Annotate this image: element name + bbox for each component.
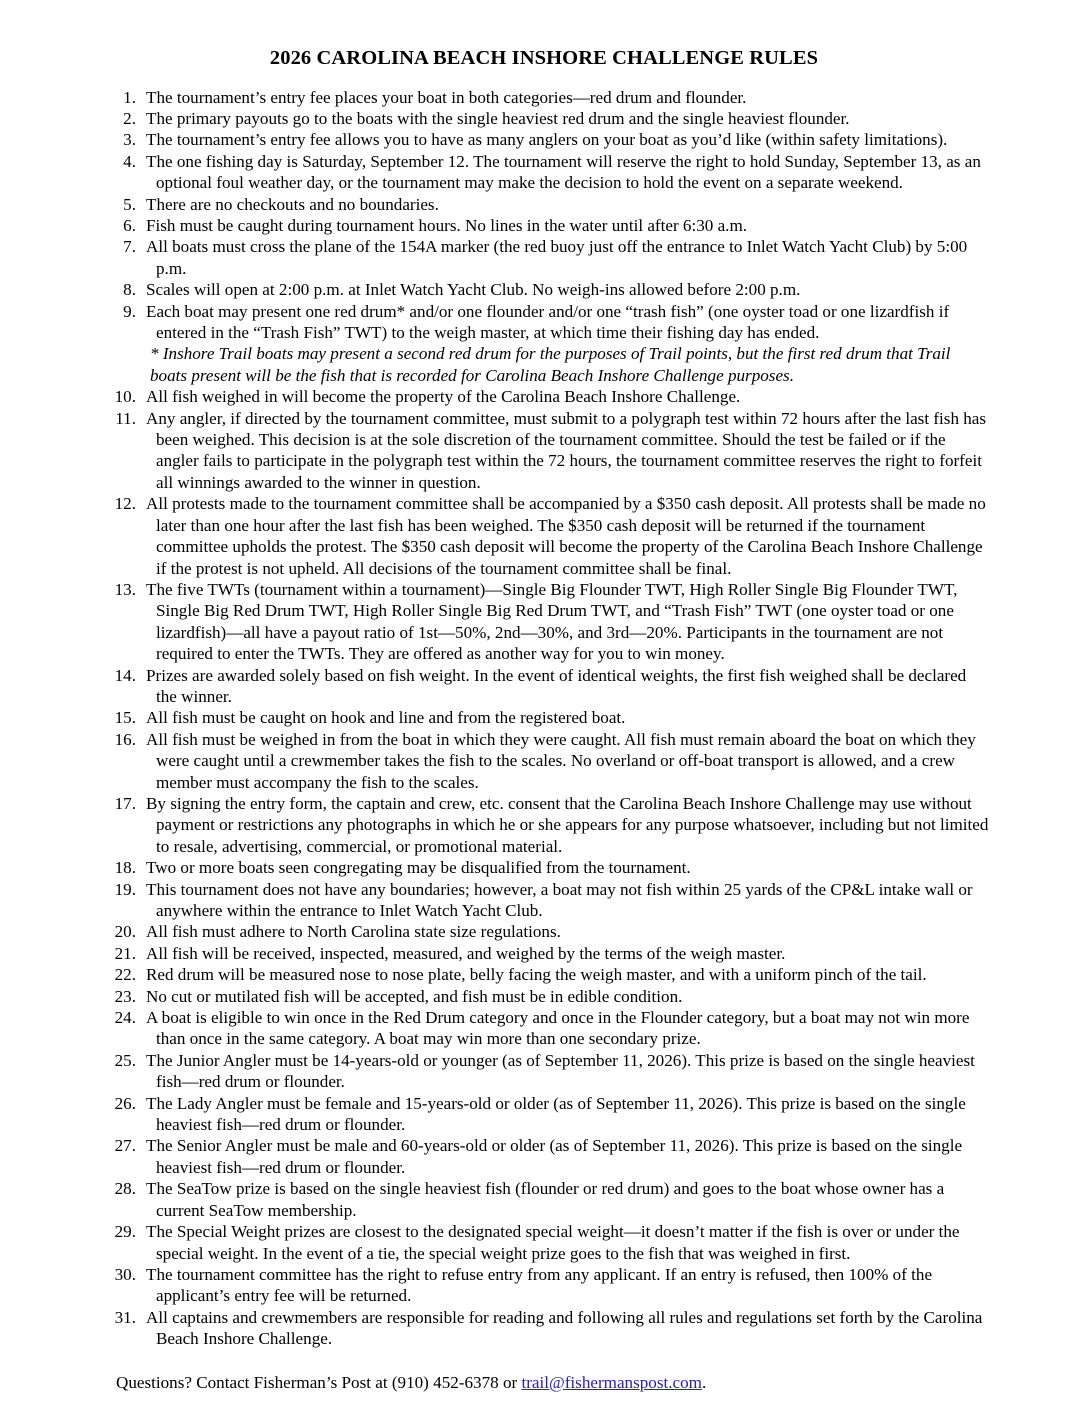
rule-item [98,194,1088,215]
rule-number: 30. [114,1264,136,1284]
rule-item [98,921,1088,942]
rule-text: No cut or mutilated fish will be accepted, and fish must be in edible condition. [146,986,683,1006]
rule-text: Each boat may present one red drum* and/or one flounder and/or one “trash fish” (one oyster toad or one lizardfish if entered in the “Trash Fish” TWT) to the weigh master, at which time their fishing day has ended. [146,301,950,343]
rule-item [98,665,1088,708]
rule-number: 20. [114,922,136,942]
rule-item [98,857,1088,878]
rule-item [98,579,1088,665]
rule-number: 1. [123,87,136,107]
rule-text: Prizes are awarded solely based on fish weight. In the event of identical weights, the first fish weighed shall be declared the winner. [146,665,967,706]
rule-text: The Senior Angler must be male and 60-years-old or older (as of September 11, 2026). This prize is based on the single heaviest fish—red drum or flounder. [146,1136,963,1177]
rule-number: 15. [114,708,136,728]
rule-number: 9. [123,301,136,321]
rule-number: 13. [114,579,136,599]
rule-item [98,215,1088,236]
rule-number: 24. [114,1008,136,1028]
rule-text: All fish weighed in will become the property of the Carolina Beach Inshore Challenge. [146,387,741,407]
rule-text: There are no checkouts and no boundaries. [146,194,439,214]
rule-number: 16. [114,729,136,749]
rule-text: Fish must be caught during tournament hours. No lines in the water until after 6:30 a.m. [146,216,748,235]
rule-text: This tournament does not have any boundaries; however, a boat may not fish within 25 yards of the CP&L intake wall or anywhere within the entrance to Inlet Watch Yacht Club. [146,879,973,920]
rule-item [98,1050,1088,1093]
rule-text: All fish must be caught on hook and line and from the registered boat. [146,708,626,728]
rule-item [98,1178,1088,1221]
footer-suffix-text: . [701,1372,707,1392]
rule-number: 27. [114,1136,136,1156]
rule-item [98,1093,1088,1136]
rule-number: 7. [123,237,136,257]
rule-number: 18. [114,858,136,878]
rule-text: The tournament committee has the right to refuse entry from any applicant. If an entry is refused, then 100% of the applicant’s entry fee will be returned. [146,1264,933,1306]
rule-number: 19. [114,879,136,899]
rule-item [98,279,1088,300]
rule-item [98,964,1088,985]
rule-number: 26. [114,1093,136,1113]
rule-number: 21. [114,943,136,963]
rule-text: All boats must cross the plane of the 154A marker (the red buoy just off the entrance to Inlet Watch Yacht Club) by 5:00 p.m. [146,237,968,278]
rule-number: 17. [114,793,136,813]
rule-item [98,1307,1088,1350]
rule-number: 11. [115,408,136,428]
rule-text: The Special Weight prizes are closest to the designated special weight—it doesn’t matter if the fish is over or under the special weight. In the event of a tie, the special weight prize goes to the fish that was weighed in first. [146,1222,960,1263]
rule-number: 4. [123,151,136,171]
page-title: 2026 CAROLINA BEACH INSHORE CHALLENGE RULES [269,47,819,69]
rule-text: The one fishing day is Saturday, September 12. The tournament will reserve the right to hold Sunday, September 13, as an optional foul weather day, or the tournament may make the decision to hold the event on a separate weekend. [146,151,981,193]
rule-item [98,236,1088,279]
rule-text: The five TWTs (tournament within a tournament)—Single Big Flounder TWT, High Roller Single Big Flounder TWT, Single Big Red Drum TWT, High Roller Single Big Red Drum TWT, and “Trash Fish” TWT (one oyster toad or one lizardfish)—all have a payout ratio of 1st—50%, 2nd—30%, and 3rd—20%. Participants in the tournament are not required to enter the TWTs. They are offered as another way for you to win money. [146,579,958,664]
rule-text: A boat is eligible to win once in the Red Drum category and once in the Flounder category, but a boat may not win more than once in the same category. A boat may win more than one secondary prize. [146,1008,970,1049]
rule-item [98,729,1088,793]
rule-item [98,129,1088,150]
rule-number: 22. [114,965,136,985]
rule-text: Two or more boats seen congregating may be disqualified from the tournament. [146,858,691,878]
rule-text: The tournament’s entry fee places your boat in both categories—red drum and flounder. [146,87,747,107]
rules-list [0,71,1088,1350]
rule-item [98,87,1088,108]
rule-footnote: * Inshore Trail boats may present a second red drum for the purposes of Trail points, but the first red drum that Trail boats present will be the fish that is recorded for Carolina Beach Inshore Challenge purposes. [150,344,951,385]
rule-number: 8. [123,280,136,300]
rule-number: 2. [123,108,136,128]
rule-number: 10. [114,387,136,407]
rule-text: The primary payouts go to the boats with the single heaviest red drum and the single heaviest flounder. [146,108,850,128]
rule-text: All fish will be received, inspected, measured, and weighed by the terms of the weigh master. [146,943,786,963]
rule-text: All captains and crewmembers are responsible for reading and following all rules and regulations set forth by the Carolina Beach Inshore Challenge. [146,1307,983,1349]
rule-item [98,707,1088,728]
rule-text: All protests made to the tournament committee shall be accompanied by a $350 cash deposit. All protests shall be made no later than one hour after the last fish has been weighed. The $350 cash deposit will be returned if the tournament committee upholds the protest. The $350 cash deposit will become the property of the Carolina Beach Inshore Challenge if the protest is not upheld. All decisions of the tournament committee shall be final. [146,494,986,578]
rule-item [98,1007,1088,1050]
rule-number: 6. [123,216,136,235]
rule-item [98,943,1088,964]
rule-item [98,108,1088,129]
rule-item [98,1135,1088,1178]
rule-text: By signing the entry form, the captain and crew, etc. consent that the Carolina Beach Inshore Challenge may use without payment or restrictions any photographs in which he or she appears for any purpose whatsoever, including but not limited to resale, advertising, commercial, or promotional material. [146,793,989,856]
rule-item [98,793,1088,857]
rule-item [98,1264,1088,1307]
rule-item [98,493,1088,579]
rule-item [98,1221,1088,1264]
rule-item [98,986,1088,1007]
footer-contact-line [98,1350,1088,1393]
rule-text: The Junior Angler must be 14-years-old or younger (as of September 11, 2026). This prize is based on the single heaviest fish—red drum or flounder. [146,1050,975,1092]
rule-number: 31. [114,1307,136,1327]
contact-email-link[interactable]: trail@fishermanspost.com [521,1372,702,1392]
rule-item [98,408,1088,494]
rule-text: The Lady Angler must be female and 15-years-old or older (as of September 11, 2026). This prize is based on the single heaviest fish—red drum or flounder. [146,1093,966,1135]
rule-number: 29. [114,1222,136,1242]
rule-number: 25. [114,1050,136,1070]
rule-text: Red drum will be measured nose to nose plate, belly facing the weigh master, and with a uniform pinch of the tail. [146,965,927,985]
rule-number: 28. [114,1179,136,1199]
rule-text: The tournament’s entry fee allows you to have as many anglers on your boat as you’d like (within safety limitations). [146,130,948,150]
rule-item [98,301,1088,387]
rule-number: 14. [114,665,136,685]
rule-item [98,879,1088,922]
footer-prefix-text: Questions? Contact Fisherman’s Post at (910) 452-6378 or [116,1372,522,1392]
rule-text: All fish must adhere to North Carolina state size regulations. [146,922,561,942]
rule-text: All fish must be weighed in from the boat in which they were caught. All fish must remain aboard the boat on which they were caught until a crewmember takes the fish to the scales. No overland or off-boat transport is allowed, and a crew member must accompany the fish to the scales. [146,729,976,792]
rule-text: Scales will open at 2:00 p.m. at Inlet Watch Yacht Club. No weigh-ins allowed before 2:00 p.m. [146,280,801,300]
rule-text: Any angler, if directed by the tournament committee, must submit to a polygraph test within 72 hours after the last fish has been weighed. This decision is at the sole discretion of the tournament committee. Should the test be failed or if the angler fails to participate in the polygraph test within the 72 hours, the tournament committee reserves the right to forfeit all winnings awarded to the winner in question. [146,408,987,492]
rule-text: The SeaTow prize is based on the single heaviest fish (flounder or red drum) and goes to the boat whose owner has a current SeaTow membership. [146,1179,945,1220]
rule-number: 12. [114,494,136,514]
rule-item [98,151,1088,194]
rule-number: 5. [123,194,136,214]
rule-item [98,386,1088,407]
rule-number: 3. [123,130,136,150]
rule-number: 23. [114,986,136,1006]
